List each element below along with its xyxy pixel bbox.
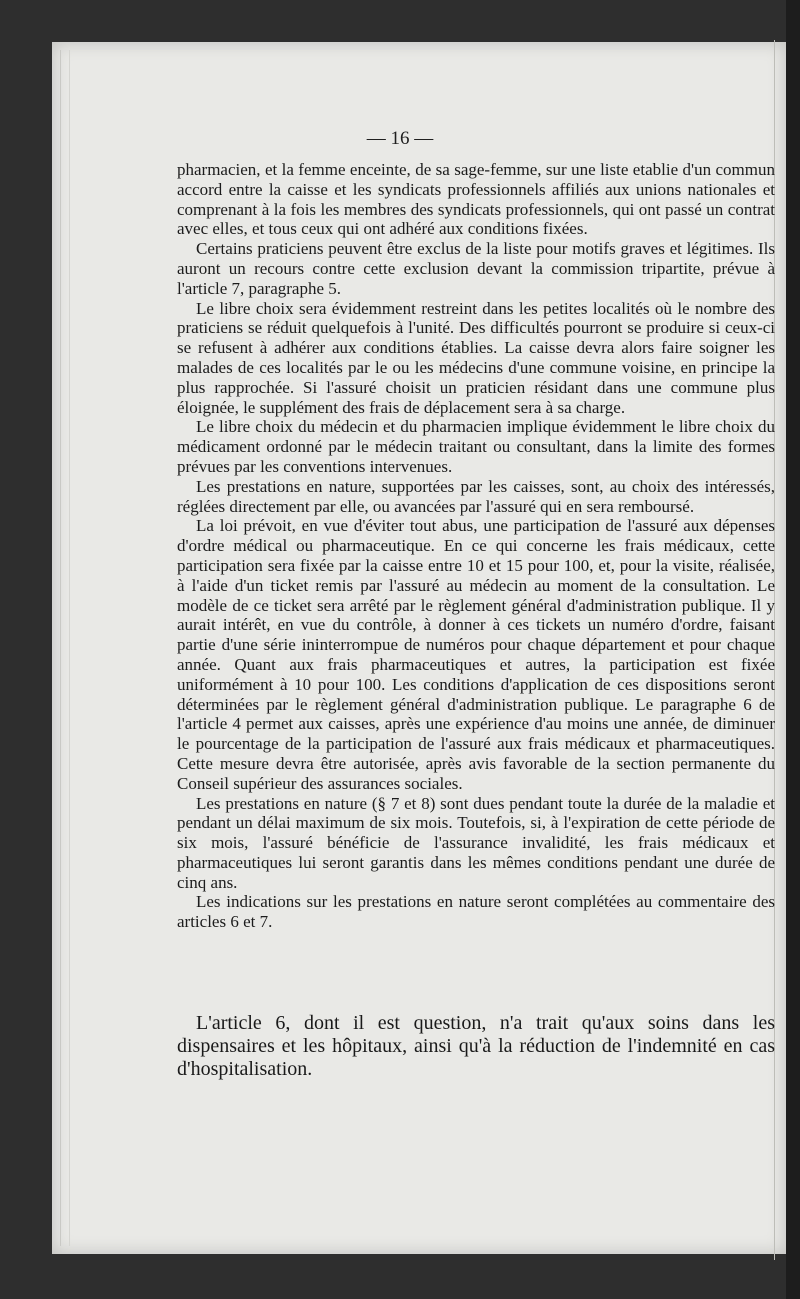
paragraph: Les prestations en nature (§ 7 et 8) sont dues pendant toute la durée de la maladie et pendant un délai maximum de six mois. Toutefois, si, à l'expiration de cette période de six mois, l'assuré bénéficie de l'assurance invalidité, les frais médicaux et pharmaceutiques lui seront garantis dans les mêmes conditions pendant une durée de cinq ans.	[177, 793, 775, 892]
binding-edge	[60, 50, 70, 1246]
paragraph: Les prestations en nature, supportées par les caisses, sont, au choix des intéressés, réglées directement par elle, ou avancées par l'assuré qui en sera remboursé.	[177, 476, 775, 516]
body-text	[177, 160, 775, 932]
paragraph: pharmacien, et la femme enceinte, de sa sage-femme, sur une liste etablie d'un commun accord entre la caisse et les syndicats professionnels affiliés aux unions nationales et comprenant à la fois les membres des syndicats professionnels, qui ont passé un contrat avec elles, et tous ceux qui ont adhéré aux conditions fixées.	[177, 160, 775, 239]
paragraph: Certains praticiens peuvent être exclus de la liste pour motifs graves et légitimes. Ils auront un recours contre cette exclusion devant la commission tripartite, prévue à l'article 7, paragraphe 5.	[177, 239, 775, 298]
paragraph: Le libre choix du médecin et du pharmacien implique évidemment le libre choix du médicament ordonné par le médecin traitant ou consultant, dans la limite des formes prévues par les conventions intervenues.	[177, 417, 775, 476]
paragraph: Les indications sur les prestations en nature seront complétées au commentaire des articles 6 et 7.	[177, 892, 775, 932]
page-number: — 16 —	[366, 128, 434, 149]
paragraph: Le libre choix sera évidemment restreint dans les petites localités où le nombre des praticiens se réduit quelquefois à l'unité. Des difficultés pourront se produire si ceux-ci se refusent à adhérer aux conditions établies. La caisse devra alors faire soigner les malades de ces localités par le ou les médecins d'une commune voisine, en principe la plus rapprochée. Si l'assuré choisit un praticien résidant dans une commune plus éloignée, le supplément des frais de déplacement sera à sa charge.	[177, 298, 775, 417]
paragraph: La loi prévoit, en vue d'éviter tout abus, une participation de l'assuré aux dépenses d'ordre médical ou pharmaceutique. En ce qui concerne les frais médicaux, cette participation sera fixée par la caisse entre 10 et 15 pour 100, et, pour la visite, réalisée, à l'aide d'un ticket remis par l'assuré au médecin au moment de la consultation. Le modèle de ce ticket sera arrêté par le règlement général d'administration publique. Il y aurait intérêt, en vue du contrôle, à donner à ces tickets un numéro d'ordre, faisant partie d'une série ininterrompue de numéros pour chaque département et pour chaque année. Quant aux frais pharmaceutiques et autres, la participation est fixée uniformément à 10 pour 100. Les conditions d'application de ces dispositions seront déterminées par le règlement général d'administration publique. Le paragraphe 6 de l'article 4 permet aux caisses, après une expérience d'au moins une année, de diminuer le pourcentage de la participation de l'assuré aux frais médicaux et pharmaceutiques. Cette mesure devra être autorisée, après avis favorable de la section permanente du Conseil supérieur des assurances sociales.	[177, 516, 775, 793]
closing-note: L'article 6, dont il est question, n'a trait qu'aux soins dans les dispensaires et les hôpitaux, ainsi qu'à la réduction de l'indemnité en cas d'hospitalisation.	[177, 1012, 775, 1080]
scan-border	[786, 0, 800, 1299]
right-page-edge	[774, 40, 781, 1260]
